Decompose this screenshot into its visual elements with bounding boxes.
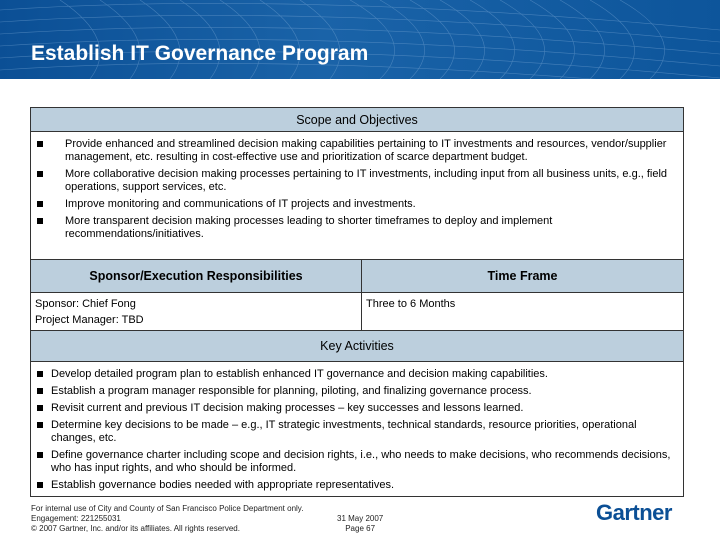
sponsor-heading: Sponsor/Execution Responsibilities (31, 260, 361, 293)
footer-date: 31 May 2007 (337, 514, 384, 523)
footer-engagement: Engagement: 221255031 (31, 514, 121, 523)
list-item: Develop detailed program plan to establish enhanced IT governance and decision making capabilities. (35, 368, 679, 381)
list-item: Revisit current and previous IT decision making processes – key successes and lessons learned. (35, 402, 679, 415)
list-item: Improve monitoring and communications of IT projects and investments. (35, 198, 679, 211)
scope-section (31, 132, 683, 259)
footer-left (31, 504, 303, 534)
timeframe-heading: Time Frame (362, 260, 683, 293)
list-item: More collaborative decision making processes pertaining to IT investments, including input from all business units, e.g., field operations, support services, etc. (35, 168, 679, 194)
gartner-logo: Gartner (596, 500, 672, 525)
footer-copyright: © 2007 Gartner, Inc. and/or its affiliates. All rights reserved. (31, 524, 240, 533)
program-table (30, 107, 684, 497)
sponsor-line: Sponsor: Chief Fong (35, 298, 136, 310)
list-item: Provide enhanced and streamlined decision making capabilities pertaining to IT investments and resources, vendor/supplier management, etc. resulting in cost-effective use and prioritization of scarce department budget. (35, 138, 679, 164)
title-banner (0, 0, 720, 79)
grid-decoration (0, 0, 720, 79)
pm-line: Project Manager: TBD (35, 314, 144, 326)
footer-center (337, 514, 383, 534)
list-item: More transparent decision making processes leading to shorter timeframes to deploy and implement recommendations/initiatives. (35, 215, 679, 241)
list-item: Determine key decisions to be made – e.g., IT strategic investments, technical standards, resource priorities, operational changes, etc. (35, 419, 679, 445)
timeframe-value: Three to 6 Months (366, 298, 456, 310)
page-title: Establish IT Governance Program (31, 42, 369, 65)
scope-heading: Scope and Objectives (31, 108, 683, 132)
footer-page: Page 67 (345, 524, 376, 533)
footer-usage: For internal use of City and County of San Francisco Police Department only. (31, 504, 304, 513)
activities-section (31, 362, 683, 496)
list-item: Establish governance bodies needed with appropriate representatives. (35, 479, 679, 492)
list-item: Define governance charter including scope and decision rights, i.e., who needs to make decisions, who recommends decisions, who has input rights, and who should be informed. (35, 449, 679, 475)
activities-heading: Key Activities (31, 331, 683, 362)
sponsor-content (31, 293, 361, 330)
list-item: Establish a program manager responsible for planning, piloting, and finalizing governance process. (35, 385, 679, 398)
